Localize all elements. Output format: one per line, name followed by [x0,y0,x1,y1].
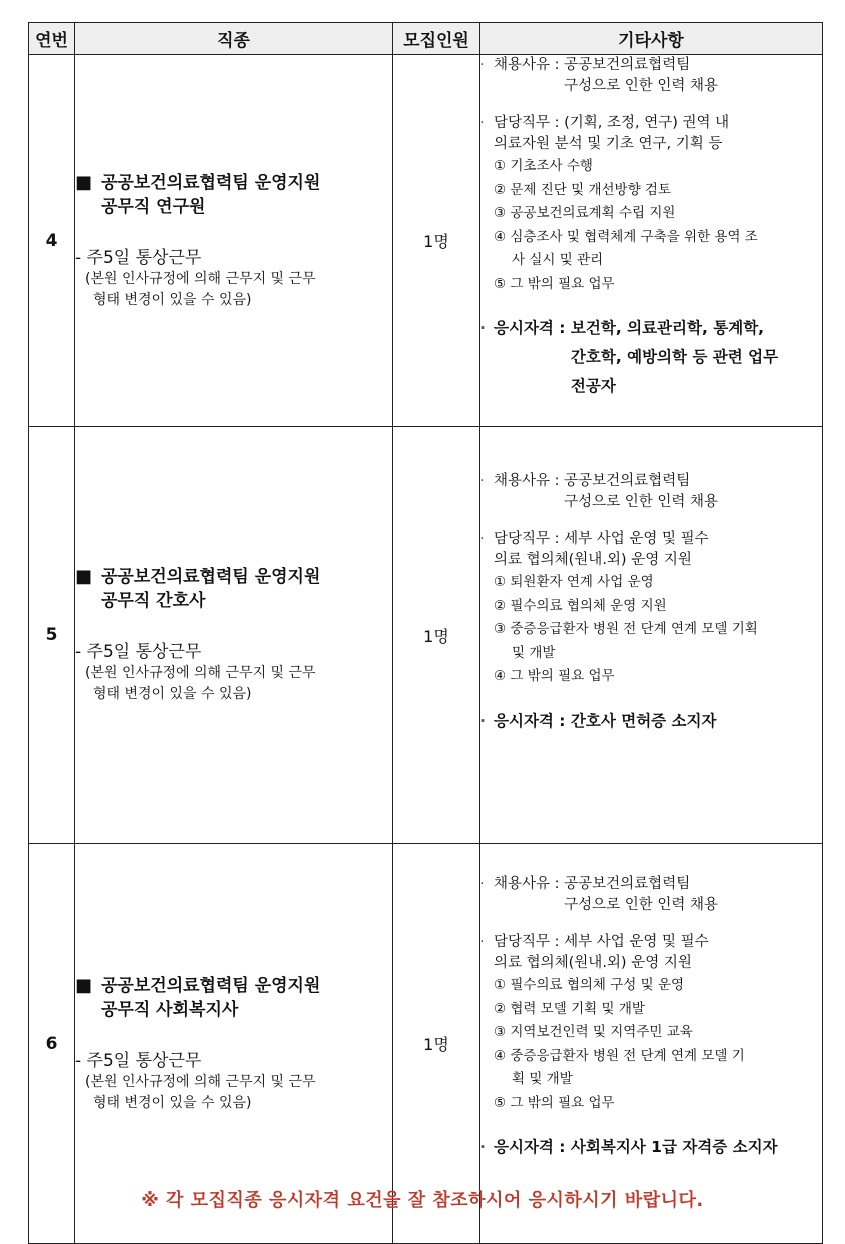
list-item: ⑤ 그 밖의 필요 업무 [494,1094,615,1111]
hiring-reason-line1: 공공보건의료협력팀 [564,473,691,489]
middle-dot-icon: · [480,319,486,337]
duty-items [480,974,822,1115]
work-note-line2: 형태 변경이 있을 수 있음) [93,686,252,702]
job-title-line1: 공공보건의료협력팀 운영지원 [101,975,321,996]
job-title-line2: 공무직 연구원 [101,196,206,217]
job-title-line1: 공공보건의료협력팀 운영지원 [101,172,321,193]
qualification-line2: 간호학, 예방의학 등 관련 업무 [570,348,779,366]
work-type: - 주5일 통상근무 [75,1050,202,1071]
list-item: ③ 공공보건의료계획 수립 지원 [494,205,676,221]
work-note [75,663,392,705]
duty-items [480,571,822,689]
headcount: 1명 [393,844,480,1244]
work-note [75,269,392,311]
work-note [75,1072,392,1114]
list-item: ⑤ 그 밖의 필요 업무 [494,275,615,292]
work-type: - 주5일 통상근무 [75,642,202,662]
work-note-line1: (본원 인사규정에 의해 근무지 및 근무 [85,1073,316,1090]
qualification-line3: 전공자 [570,377,616,395]
work-note-line1: (본원 인사규정에 의해 근무지 및 근무 [85,270,316,287]
row-number: 4 [29,55,75,427]
middle-dot-icon: · [480,115,485,131]
middle-dot-icon: · [480,531,485,547]
recruitment-table [28,22,823,1244]
hiring-reason-line1: 공공보건의료협력팀 [564,57,691,73]
hiring-reason-line2: 구성으로 인한 인력 채용 [564,78,719,94]
hiring-reason: · 채용사유 : 공공보건의료협력팀 구성으로 인한 인력 채용 [480,471,822,513]
list-item: ① 퇴원환자 연계 사업 운영 [494,574,654,590]
square-bullet-icon: ■ [75,566,93,587]
job-title-line2: 공무직 사회복지사 [101,999,239,1020]
etc-cell [480,844,823,1244]
middle-dot-icon: · [480,934,485,950]
work-type: - 주5일 통상근무 [75,247,202,268]
qualification-label: 응시자격 [494,711,554,730]
list-item: ① 필수의료 협의체 구성 및 운영 [494,977,685,993]
qualification-label: 응시자격 [494,1138,554,1156]
duty-items [480,155,822,296]
duty-line2: 의료 협의체(원내.외) 운영 지원 [494,955,692,971]
duty: · 담당직무 : (기획, 조정, 연구) 권역 내 의료자원 분석 및 기초 연구, 기획 등 ① 기초조사 수행 ② 문제 진단 및 개선방향 검토 ③ 공공보건의료계획 수립 지원 ④ 심층조사 및 협력체계 구축을 위한 용역 조 사 실시 및 관리 ⑤ 그 밖의 필요 업무 [480,113,822,296]
hiring-reason-label: 채용사유 [494,473,551,489]
etc-cell [480,55,823,427]
header-job: 직종 [75,23,393,55]
row-number: 5 [29,427,75,844]
list-item: ② 협력 모델 기획 및 개발 [494,1000,645,1017]
qualification-line1: 사회복지사 1급 자격증 소지자 [570,1138,778,1156]
table-row [29,844,823,1244]
hiring-reason-line1: 공공보건의료협력팀 [564,876,691,892]
job-title-line1: 공공보건의료협력팀 운영지원 [101,567,321,587]
hiring-reason-label: 채용사유 [494,57,551,73]
qualification: · 응시자격 : 간호사 면허증 소지자 [480,707,822,736]
list-item: ③ 지역보건인력 및 지역주민 교육 [494,1024,693,1040]
headcount: 1명 [393,55,480,427]
list-item: ① 기초조사 수행 [494,158,593,174]
list-item: ④ 그 밖의 필요 업무 [494,668,615,684]
header-no: 연번 [29,23,75,55]
hiring-reason: · 채용사유 : 공공보건의료협력팀 구성으로 인한 인력 채용 [480,874,822,916]
table-row [29,55,823,427]
row-number: 6 [29,844,75,1244]
square-bullet-icon: ■ [75,171,93,193]
list-item: ② 필수의료 협의체 운영 지원 [494,597,667,614]
hiring-reason-label: 채용사유 [494,876,551,892]
duty-line1: (기획, 조정, 연구) 권역 내 [564,115,730,131]
hiring-reason-line2: 구성으로 인한 인력 채용 [564,494,719,510]
header-count: 모집인원 [393,23,480,55]
footer-note: ※ 각 모집직종 응시자격 요건을 잘 참조하시어 응시하시기 바랍니다. [141,1190,704,1211]
middle-dot-icon: · [480,1138,486,1156]
job-title-line2: 공무직 간호사 [101,591,206,611]
job-cell [75,427,393,844]
hiring-reason-line2: 구성으로 인한 인력 채용 [564,897,719,913]
job-cell [75,844,393,1244]
table-row [29,427,823,844]
table-header-row [29,23,823,55]
middle-dot-icon: · [480,57,485,73]
duty-label: 담당직무 [494,531,551,547]
hiring-reason: · 채용사유 : 공공보건의료협력팀 구성으로 인한 인력 채용 [480,55,822,97]
job-title [75,974,392,1022]
qualification-line1: 간호사 면허증 소지자 [570,711,717,730]
list-item: ④ 중증응급환자 병원 전 단계 연계 모델 기 획 및 개발 [494,1047,745,1087]
duty-line1: 세부 사업 운영 및 필수 [564,531,709,547]
qualification: · 응시자격 : 사회복지사 1급 자격증 소지자 [480,1133,822,1162]
headcount: 1명 [393,427,480,844]
duty: · 담당직무 : 세부 사업 운영 및 필수 의료 협의체(원내.외) 운영 지원 ① 필수의료 협의체 구성 및 운영 ② 협력 모델 기획 및 개발 ③ 지역보건인력 및 지역주민 교육 ④ 중증응급환자 병원 전 단계 연계 모델 기 획 및 개발 ⑤ 그 밖의 필요 업무 [480,932,822,1115]
middle-dot-icon: · [480,876,485,892]
etc-cell [480,427,823,844]
duty-line2: 의료 협의체(원내.외) 운영 지원 [494,552,692,568]
duty: · 담당직무 : 세부 사업 운영 및 필수 의료 협의체(원내.외) 운영 지원 ① 퇴원환자 연계 사업 운영 ② 필수의료 협의체 운영 지원 ③ 중증응급환자 병원 전 단계 연계 모델 기획 및 개발 ④ 그 밖의 필요 업무 [480,529,822,689]
middle-dot-icon: · [480,473,485,489]
duty-line1: 세부 사업 운영 및 필수 [564,934,709,950]
job-cell [75,55,393,427]
work-note-line2: 형태 변경이 있을 수 있음) [93,1094,252,1111]
list-item: ② 문제 진단 및 개선방향 검토 [494,181,672,198]
duty-label: 담당직무 [494,115,551,131]
list-item: ④ 심층조사 및 협력체계 구축을 위한 용역 조 사 실시 및 관리 [494,228,758,268]
list-item: ③ 중증응급환자 병원 전 단계 연계 모델 기획 및 개발 [494,621,758,661]
square-bullet-icon: ■ [75,974,93,996]
work-note-line2: 형태 변경이 있을 수 있음) [93,291,252,308]
qualification-line1: 보건학, 의료관리학, 통계학, [570,319,765,337]
qualification: · 응시자격 : 보건학, 의료관리학, 통계학, 간호학, 예방의학 등 관련 업무 전공자 [480,314,822,401]
job-title [75,171,392,219]
job-title [75,565,392,613]
header-etc: 기타사항 [480,23,823,55]
qualification-label: 응시자격 [494,319,554,337]
duty-label: 담당직무 [494,934,551,950]
work-note-line1: (본원 인사규정에 의해 근무지 및 근무 [85,665,316,681]
middle-dot-icon: · [480,711,486,730]
duty-line2: 의료자원 분석 및 기초 연구, 기획 등 [494,136,723,152]
